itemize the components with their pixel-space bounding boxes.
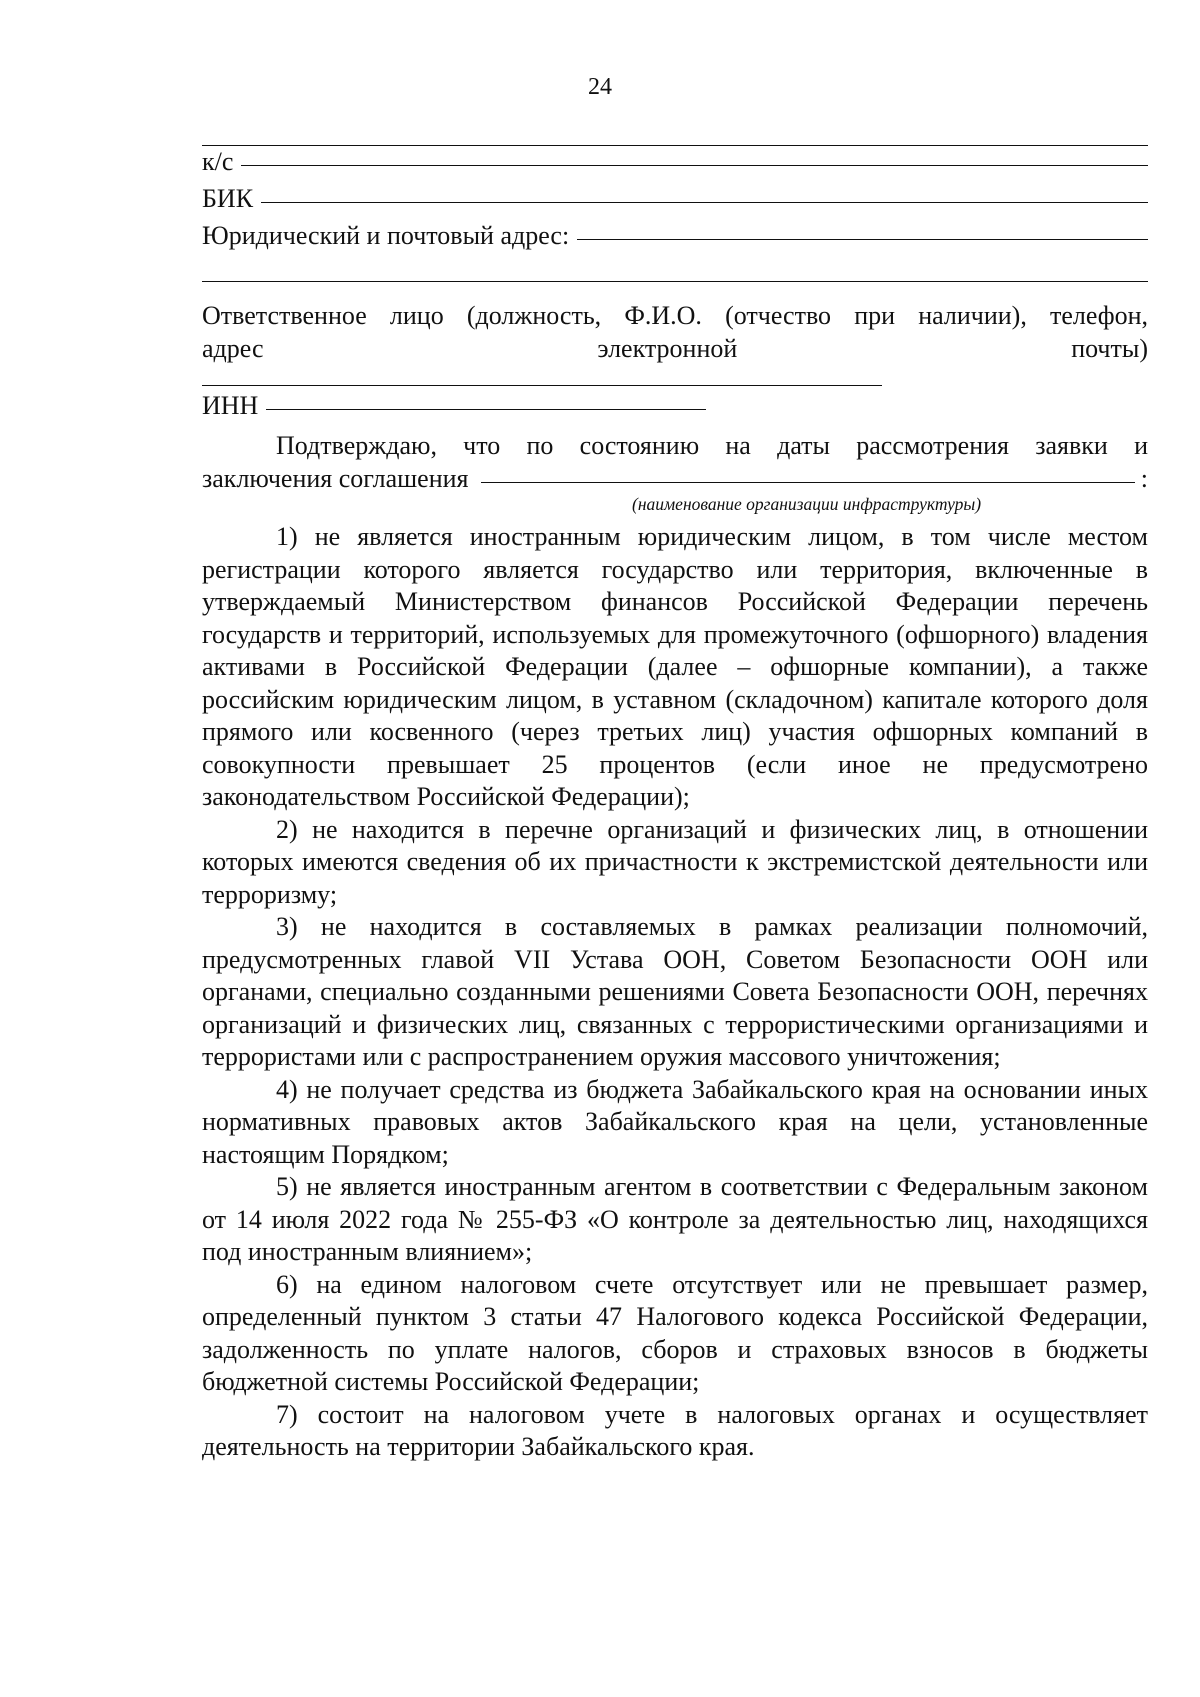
organization-name-blank [481,482,1135,483]
responsible-blank [202,365,882,386]
responsible-line-2: адрес электронной почты) [202,333,1148,363]
responsible-person-block [202,300,1148,365]
inn-label: ИНН [202,391,259,420]
address-blank [577,239,1148,240]
list-item: 6) на едином налоговом счете отсутствует или не превышает размер, определенный пунктом 3 статьи 47 Налогового кодекса Российской Федерации, задолженность по уплате налогов, сборов и страховых взносов в бюджеты бюджетной системы Российской Федерации; [202,1269,1148,1396]
address-field [202,220,1148,257]
ks-field [202,146,1148,183]
document-body [202,128,1148,1464]
list-item: 5) не является иностранным агентом в соответствии с Федеральным законом от 14 июля 2022 года № 255-ФЗ «О контроле за деятельностью лиц, находящихся под иностранным влиянием»; [202,1172,1148,1266]
page-number: 24 [588,74,612,100]
ks-blank [241,165,1148,166]
confirmation-suffix: : [1140,463,1148,493]
responsible-line-1: Ответственное лицо (должность, Ф.И.О. (отчество при наличии), телефон, [202,301,1148,330]
inn-blank [266,409,706,410]
organization-name-caption: (наименование организации инфраструктуры) [632,494,982,514]
address-label: Юридический и почтовый адрес: [202,221,570,250]
list-item: 3) не находится в составляемых в рамках реализации полномочий, предусмотренных главой VII Устава ООН, Советом Безопасности ООН или органами, специально созданными решениями Совета Безопасности ООН, перечнях организаций и физических лиц, связанных с террористическими организациями и террористами или с распространением оружия массового уничтожения; [202,912,1148,1071]
bik-blank [261,202,1148,203]
blank-line-top [202,128,1148,146]
confirmation-prefix: заключения соглашения [202,463,469,493]
ks-label: к/с [202,147,234,176]
confirmation-intro-line-1: Подтверждаю, что по состоянию на даты рассмотрения заявки и [276,431,1148,460]
address-blank-line-2 [202,257,1148,282]
bik-field [202,183,1148,220]
list-item: 7) состоит на налоговом учете в налоговых органах и осуществляет деятельность на территории Забайкальского края. [202,1399,1148,1461]
bik-label: БИК [202,184,254,213]
list-item: 1) не является иностранным юридическим лицом, в том числе местом регистрации которого является государство или территория, включенные в утверждаемый Министерством финансов Российской Федерации перечень государств и территорий, используемых для промежуточного (офшорного) владения активами в Российской Федерации (далее – офшорные компании), а также российским юридическим лицом, в уставном (складочном) капитале которого доля прямого или косвенного (через третьих лиц) участия офшорных компаний в совокупности превышает 25 процентов (если иное не предусмотрено законодательством Российской Федерации); [202,522,1148,811]
inn-field [202,390,1148,430]
list-item: 2) не находится в перечне организаций и физических лиц, в отношении которых имеются сведения об их причастности к экстремистской деятельности или терроризму; [202,814,1148,909]
list-item: 4) не получает средства из бюджета Забайкальского края на основании иных нормативных правовых актов Забайкальского края на цели, установленные настоящим Порядком; [202,1074,1148,1169]
confirmation-intro-line-2 [202,463,1148,496]
